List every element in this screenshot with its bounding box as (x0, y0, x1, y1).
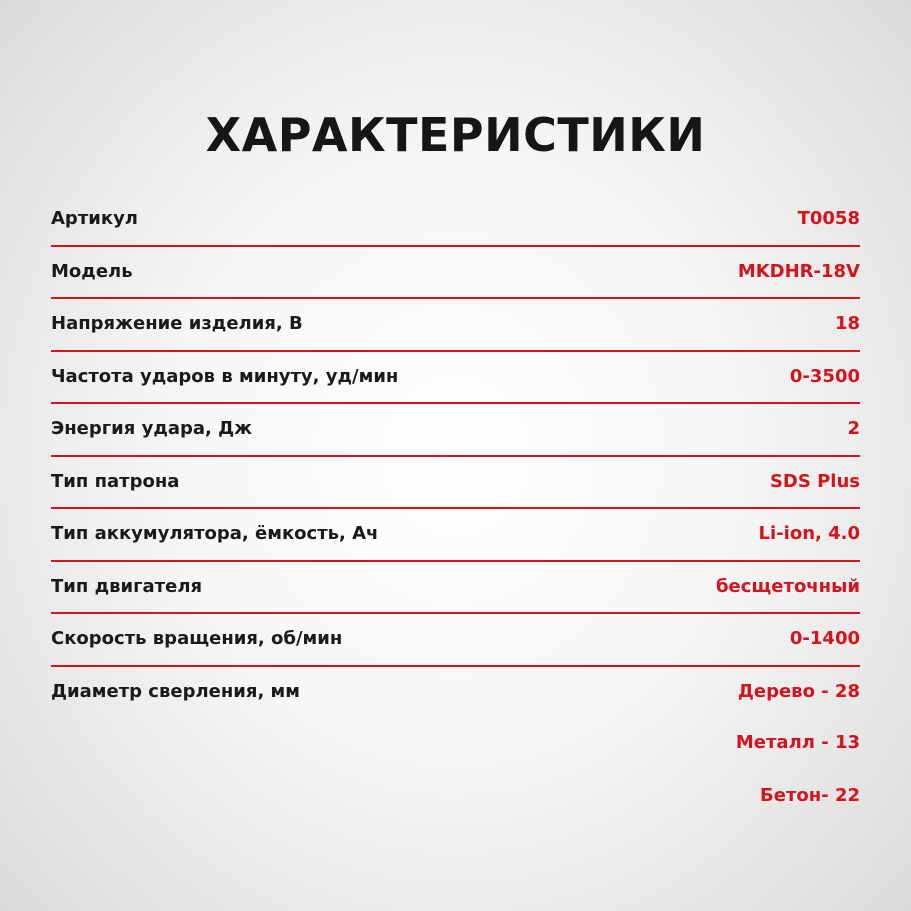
spec-label: Модель (51, 260, 133, 282)
spec-value: SDS Plus (769, 470, 860, 492)
drill-diameter-concrete: Бетон- 22 (760, 785, 860, 806)
spec-label: Тип двигателя (51, 575, 203, 597)
spec-row-rotation-speed (51, 614, 860, 667)
page-title: ХАРАКТЕРИСТИКИ (205, 108, 706, 162)
spec-label: Скорость вращения, об/мин (51, 628, 343, 649)
spec-value: 18 (834, 313, 860, 334)
spec-label: Частота ударов в минуту, уд/мин (51, 365, 399, 387)
spec-value: бесщеточный (715, 575, 860, 597)
spec-label: Тип аккумулятора, ёмкость, Ач (51, 523, 379, 544)
spec-value: Дерево - 28 (737, 680, 860, 702)
spec-label: Артикул (51, 208, 138, 229)
spec-row-article (51, 194, 860, 247)
spec-table (51, 194, 860, 719)
spec-label: Энергия удара, Дж (51, 418, 253, 439)
spec-value: Li-ion, 4.0 (758, 523, 860, 544)
spec-row-impact-energy (51, 404, 860, 457)
spec-label: Диаметр сверления, мм (51, 680, 300, 702)
spec-value: 2 (847, 418, 860, 439)
spec-label: Напряжение изделия, В (51, 313, 303, 334)
spec-label: Тип патрона (51, 470, 180, 492)
spec-row-model (51, 247, 860, 300)
spec-row-drill-diameter (51, 667, 860, 720)
spec-row-voltage (51, 299, 860, 352)
spec-value: T0058 (797, 208, 860, 229)
spec-row-chuck-type (51, 457, 860, 510)
drill-diameter-metal: Металл - 13 (735, 732, 860, 753)
spec-row-battery (51, 509, 860, 562)
spec-value: 0-3500 (789, 365, 860, 387)
spec-value: 0-1400 (789, 628, 860, 649)
spec-value: MKDHR-18V (737, 260, 860, 282)
spec-row-impact-rate (51, 352, 860, 405)
spec-row-motor (51, 562, 860, 615)
